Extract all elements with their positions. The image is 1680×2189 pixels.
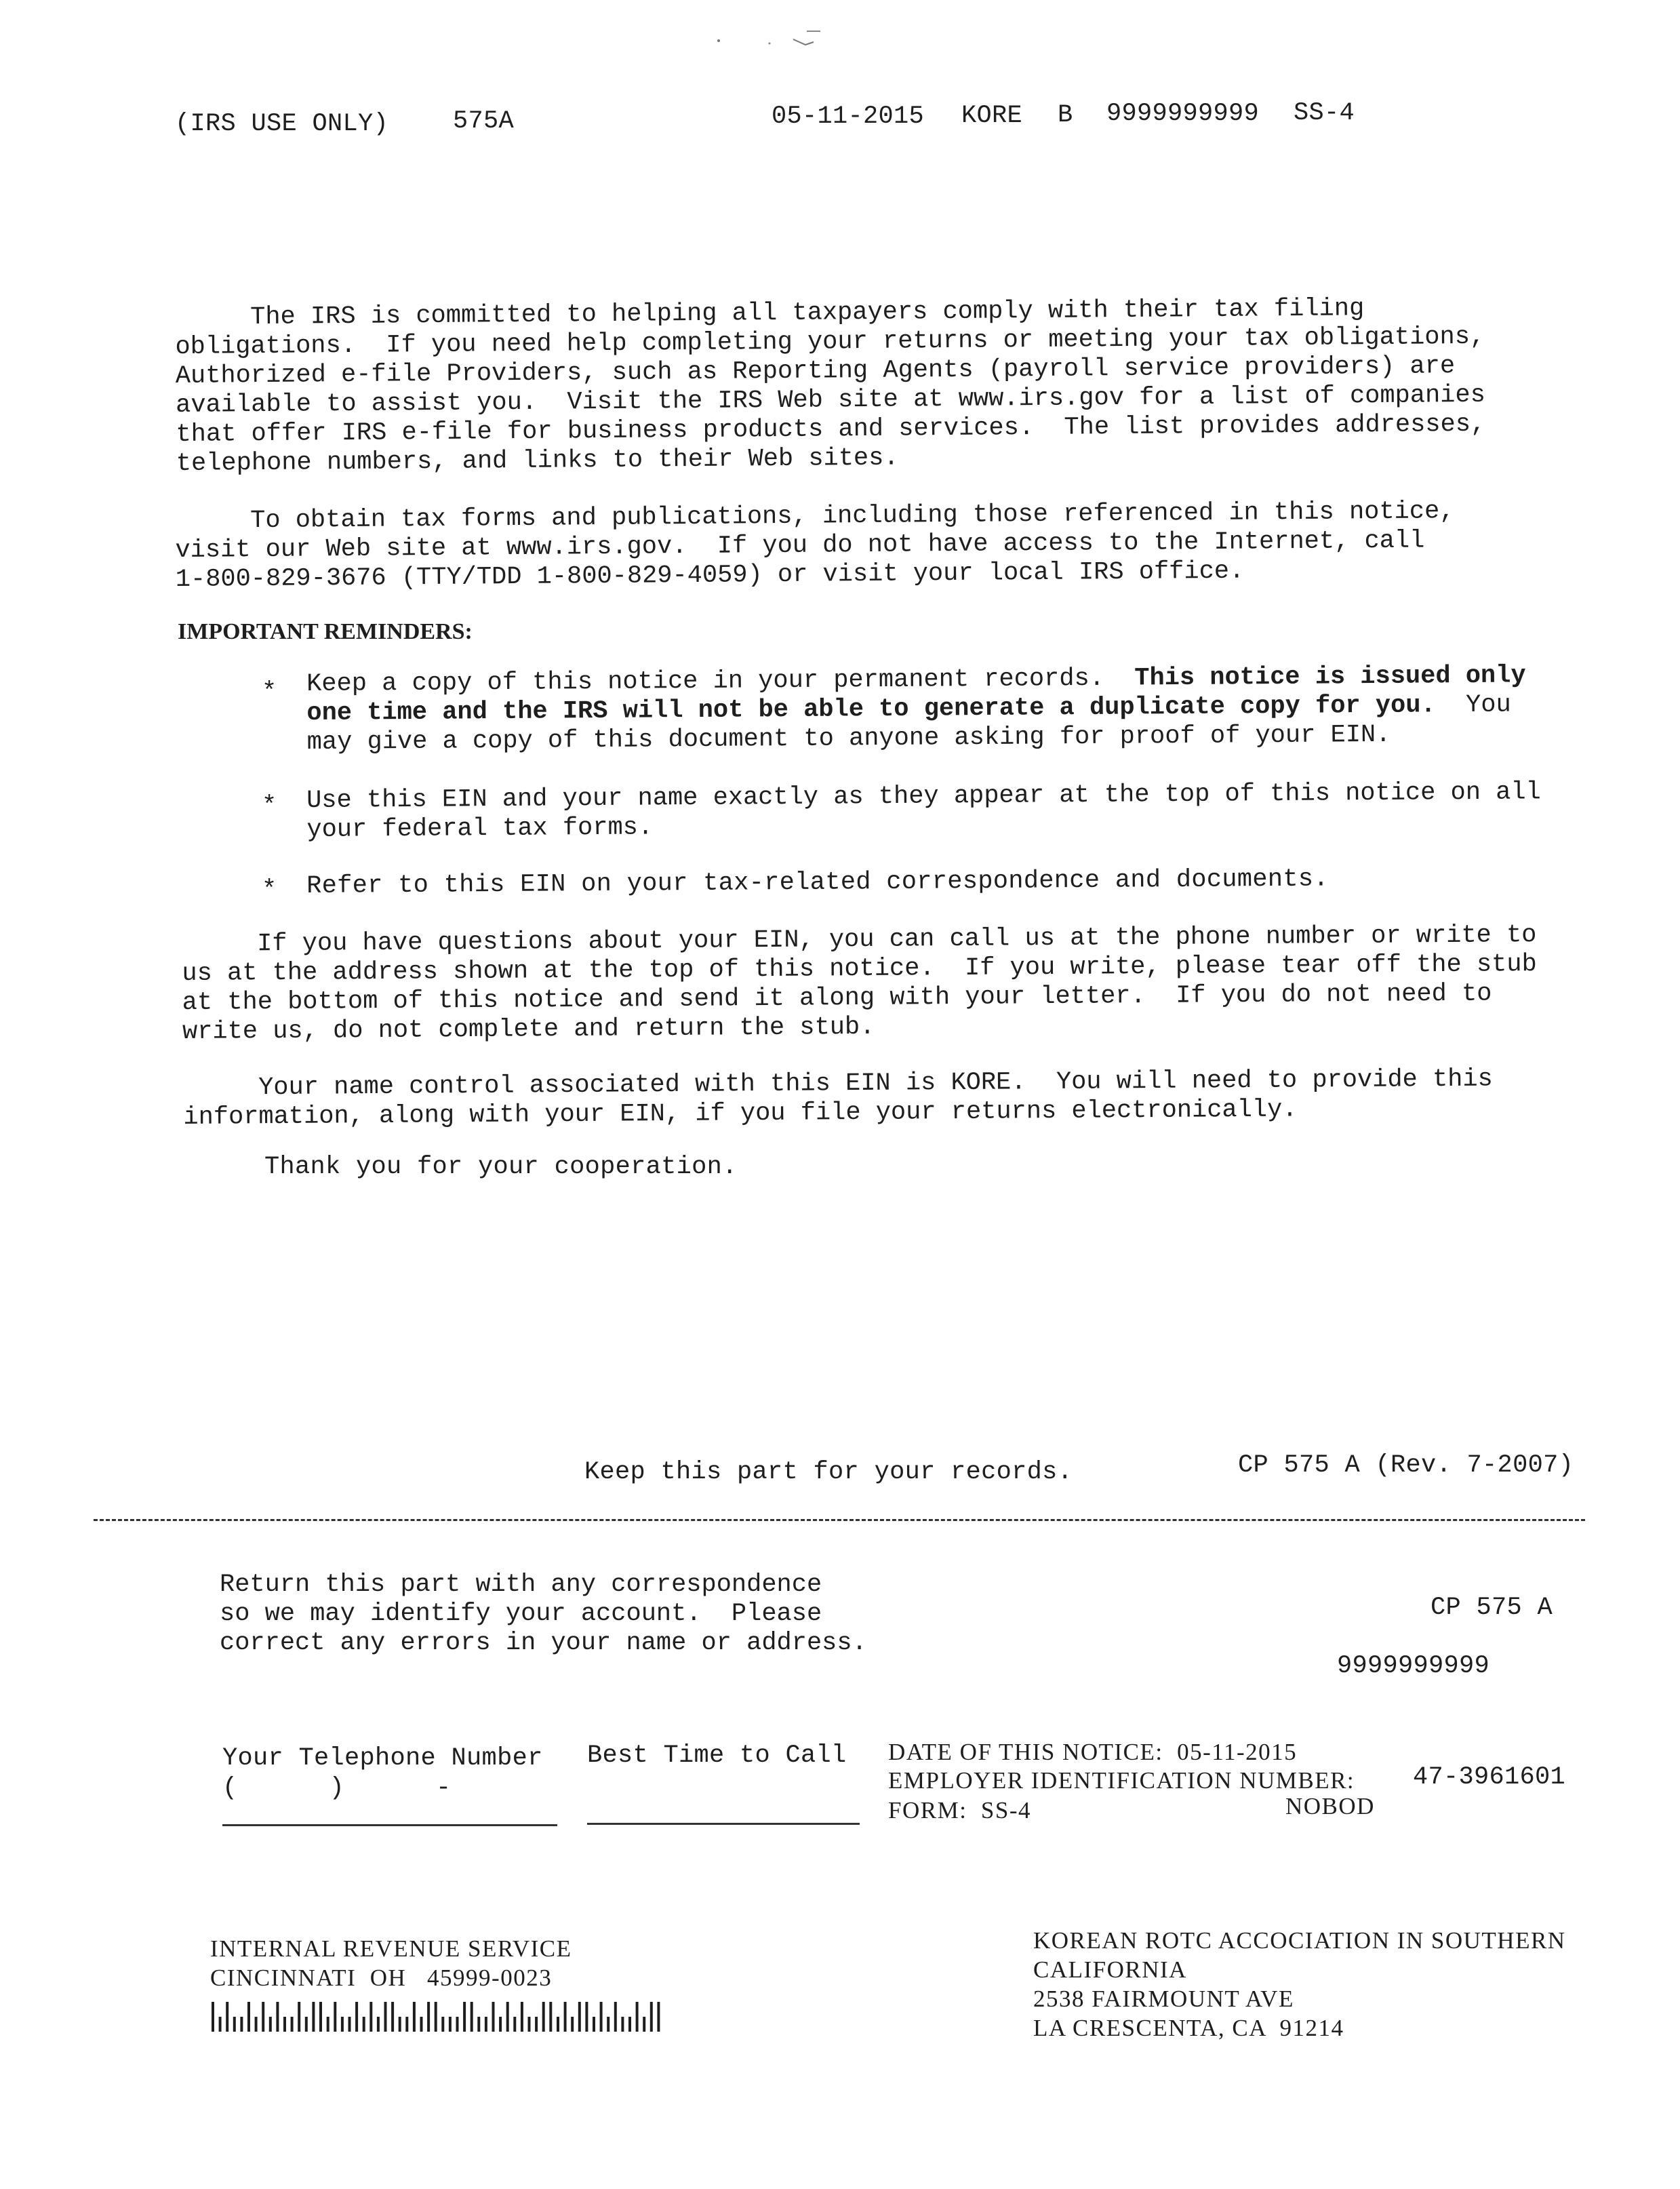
text-line: INTERNAL REVENUE SERVICE	[210, 1935, 572, 1962]
text-line: The IRS is committed to helping all taxpayers comply with their tax filing	[175, 294, 1365, 332]
text-line: 1-800-829-3676 (TTY/TDD 1-800-829-4059) or visit your local IRS office.	[175, 557, 1245, 594]
telephone-label: Your Telephone Number	[222, 1744, 543, 1773]
tear-off-line	[94, 1519, 1585, 1521]
bullet-keep-copy	[306, 661, 1526, 757]
bullet1-line2-bold: one time and the IRS will not be able to generate a duplicate copy for you.	[306, 691, 1436, 728]
header-date: 05-11-2015	[772, 102, 925, 131]
paragraph-questions	[182, 921, 1537, 1047]
text-line: Return this part with any correspondence	[220, 1571, 822, 1599]
text-line: telephone numbers, and links to their Web sites.	[176, 443, 899, 478]
text-line: CALIFORNIA	[1033, 1956, 1187, 1983]
keep-records-line: Keep this part for your records.	[584, 1458, 1073, 1486]
notice-date: DATE OF THIS NOTICE: 05-11-2015	[888, 1739, 1298, 1765]
text-line: LA CRESCENTA, CA 91214	[1033, 2015, 1344, 2041]
bullet-mark: *	[262, 792, 277, 821]
paragraph-efile-providers	[175, 294, 1486, 479]
text-line: If you have questions about your EIN, you can call us at the phone number or write to	[182, 921, 1537, 959]
text-line: obligations. If you need help completing your returns or meeting your tax obligations,	[175, 322, 1485, 361]
text-line: 2538 FAIRMOUNT AVE	[1033, 1986, 1294, 2012]
text-line: write us, do not complete and return the stub.	[182, 1012, 875, 1046]
best-time-underline	[587, 1823, 860, 1825]
bullet-use-ein	[306, 778, 1541, 845]
bullet1-line3-text: may give a copy of this document to anyone asking for proof of your EIN.	[306, 720, 1391, 757]
form-line: FORM: SS-4	[888, 1797, 1032, 1823]
best-time-label: Best Time to Call	[587, 1741, 847, 1770]
header-letter: B	[1058, 101, 1073, 130]
bullet-refer-ein: Refer to this EIN on your tax-related correspondence and documents.	[306, 865, 1329, 901]
nobod-code: NOBOD	[1285, 1793, 1375, 1819]
important-reminders-heading: IMPORTANT REMINDERS:	[178, 619, 473, 644]
text-line: Authorized e-file Providers, such as Reporting Agents (payroll service providers) are	[175, 352, 1456, 391]
scan-specks	[705, 27, 827, 54]
irs-use-only: (IRS USE ONLY)	[175, 110, 389, 138]
text-line: us at the address shown at the top of this notice. If you write, please tear off the stub	[182, 950, 1537, 988]
bullet-mark: *	[262, 678, 277, 707]
paragraph-name-control	[183, 1065, 1493, 1132]
irs-return-address	[210, 1934, 572, 1992]
stub-cp-form: CP 575 A	[1431, 1594, 1553, 1622]
text-line: CINCINNATI OH 45999-0023	[210, 1965, 553, 1991]
bullet1-line1-text: Keep a copy of this notice in your permanent records.	[306, 664, 1135, 698]
recipient-address	[1033, 1926, 1566, 2043]
text-line: information, along with your EIN, if you file your returns electronically.	[183, 1095, 1298, 1132]
thank-you-line: Thank you for your cooperation.	[264, 1153, 738, 1181]
ein-value: 47-3961601	[1413, 1763, 1566, 1792]
paragraph-tax-forms	[175, 497, 1455, 595]
bullet1-line1-bold: This notice is issued only	[1134, 661, 1526, 693]
ein-label: EMPLOYER IDENTIFICATION NUMBER:	[888, 1767, 1355, 1794]
stub-return-instructions	[220, 1571, 867, 1658]
form-revision: CP 575 A (Rev. 7-2007)	[1238, 1451, 1574, 1480]
telephone-underline	[222, 1824, 557, 1826]
text-line: KOREAN ROTC ACCOCIATION IN SOUTHERN	[1033, 1927, 1566, 1954]
text-line: at the bottom of this notice and send it along with your letter. If you do not need to	[182, 979, 1492, 1017]
text-line: Your name control associated with this EIN is KORE. You will need to provide this	[183, 1065, 1493, 1103]
text-line: To obtain tax forms and publications, including those referenced in this notice,	[175, 497, 1455, 536]
text-line: that offer IRS e-file for business products and services. The list provides addresses,	[176, 410, 1486, 449]
text-line: visit our Web site at www.irs.gov. If you do not have access to the Internet, call	[175, 526, 1425, 565]
text-line: Use this EIN and your name exactly as they appear at the top of this notice on all	[306, 778, 1541, 815]
bullet-mark: *	[262, 876, 277, 905]
postal-barcode	[212, 2002, 664, 2032]
text-line: your federal tax forms.	[306, 813, 654, 844]
header-number: 9999999999	[1106, 100, 1260, 128]
bullet1-line2-text: You	[1435, 690, 1511, 720]
header-form-code: 575A	[453, 107, 515, 136]
text-line: so we may identify your account. Please	[220, 1600, 822, 1628]
text-line: correct any errors in your name or address.	[220, 1629, 867, 1657]
telephone-entry-mask: ( ) -	[222, 1774, 452, 1802]
header-form: SS-4	[1294, 99, 1355, 127]
stub-number: 9999999999	[1337, 1652, 1490, 1680]
header-name-control: KORE	[961, 102, 1023, 130]
text-line: available to assist you. Visit the IRS Web site at www.irs.gov for a list of companies	[176, 380, 1486, 420]
